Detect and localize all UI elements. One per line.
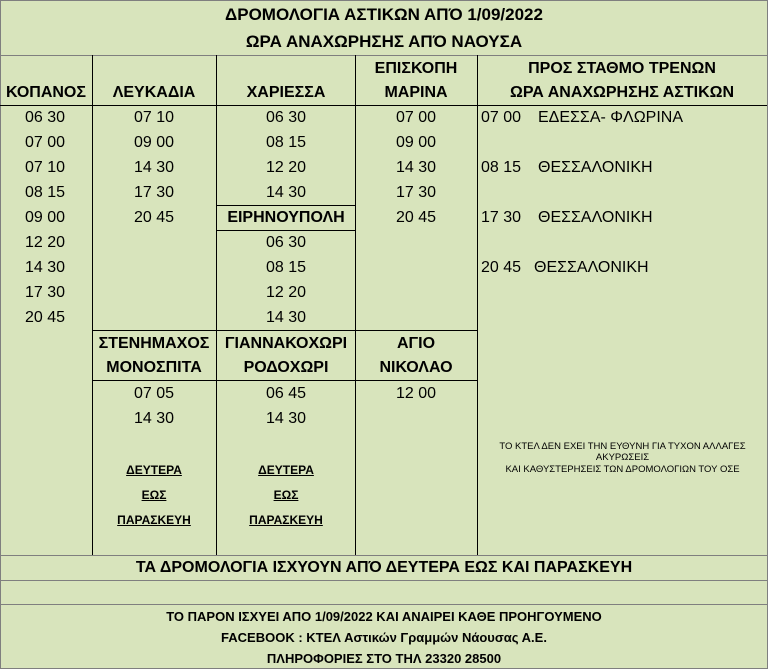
days-note: ΔΕΥΤΕΡΑ (258, 463, 314, 477)
time-cell: 09 00 (25, 209, 66, 226)
time-cell: 12 20 (265, 159, 307, 176)
header-kopanos: ΚΟΠΑΝΟΣ (6, 84, 86, 101)
train-time: 17 30 (481, 209, 522, 226)
time-cell: 20 45 (395, 209, 437, 226)
days-note: ΕΩΣ (141, 488, 167, 502)
time-cell: 17 30 (25, 284, 66, 301)
header-eirinoupoli: ΕΙΡΗΝΟΥΠΟΛΗ (227, 209, 345, 226)
time-cell: 14 30 (133, 159, 175, 176)
footer-facebook: FACEBOOK : ΚΤΕΛ Αστικών Γραμμών Νάουσας Α.Ε. (221, 630, 547, 645)
time-cell: 08 15 (265, 259, 307, 276)
time-cell: 14 30 (395, 159, 437, 176)
header-trains-line2: ΩΡΑ ΑΝΑΧΩΡΗΣΗΣ ΑΣΤΙΚΩΝ (509, 84, 735, 101)
header-episkopi-line2: ΜΑΡΙΝΑ (384, 84, 448, 101)
time-cell: 20 45 (133, 209, 175, 226)
time-cell: 08 15 (265, 134, 307, 151)
header-trains-line1: ΠΡΟΣ ΣΤΑΘΜΟ ΤΡΕΝΩΝ (528, 60, 716, 77)
train-destination: ΘΕΣΣΑΛΟΝΙΚΗ (538, 159, 653, 176)
time-cell: 14 30 (133, 410, 175, 427)
time-cell: 07 00 (395, 109, 437, 126)
days-note: ΔΕΥΤΕΡΑ (126, 463, 182, 477)
time-cell: 14 30 (265, 410, 307, 427)
time-cell: 17 30 (133, 184, 175, 201)
header-lefkadia: ΛΕΥΚΑΔΙΑ (112, 84, 196, 101)
header-agio-nikolao-line2: ΝΙΚΟΛΑΟ (379, 359, 453, 376)
disclaimer-line1: ΤΟ ΚΤΕΛ ΔΕΝ ΕΧΕΙ ΤΗΝ ΕΥΘΥΝΗ ΓΙΑ ΤΥΧΟΝ ΑΛΛΑΓΕΣ ΑΚΥΡΩΣΕΙΣ (499, 441, 746, 463)
time-cell: 20 45 (25, 309, 66, 326)
header-stenimachos-line2: ΜΟΝΟΣΠΙΤΑ (106, 359, 202, 376)
days-note: ΠΑΡΑΣΚΕΥΗ (117, 513, 191, 527)
time-cell: 14 30 (265, 184, 307, 201)
header-episkopi-line1: ΕΠΙΣΚΟΠΗ (374, 60, 458, 77)
train-destination: ΘΕΣΣΑΛΟΝΙΚΗ (538, 209, 653, 226)
time-cell: 06 30 (265, 234, 307, 251)
time-cell: 17 30 (395, 184, 437, 201)
header-agio-nikolao-line1: ΑΓΙΟ (396, 335, 436, 352)
time-cell: 09 00 (395, 134, 437, 151)
footer-line1: ΤΟ ΠΑΡΟΝ ΙΣΧΥΕΙ ΑΠΟ 1/09/2022 ΚΑΙ ΑΝΑΙΡΕΙ ΚΑΘΕ ΠΡΟΗΓΟΥΜΕΝΟ (166, 609, 602, 624)
schedule-subtitle: ΩΡΑ ΑΝΑΧΩΡΗΣΗΣ ΑΠΌ ΝΑΟΥΣΑ (245, 32, 523, 51)
header-stenimachos-line1: ΣΤΕΝΗΜΑΧΟΣ (98, 335, 210, 352)
time-cell: 06 30 (25, 109, 66, 126)
schedule-title: ΔΡΟΜΟΛΟΓΙΑ ΑΣΤΙΚΩΝ ΑΠΌ 1/09/2022 (225, 5, 543, 24)
header-giannakochori-line2: ΡΟΔΟΧΩΡΙ (243, 359, 329, 376)
time-cell: 08 15 (25, 184, 66, 201)
time-cell: 07 00 (25, 134, 66, 151)
train-destination: ΘΕΣΣΑΛΟΝΙΚΗ (534, 259, 649, 276)
time-cell: 07 10 (25, 159, 66, 176)
time-cell: 07 10 (133, 109, 175, 126)
time-cell: 06 30 (265, 109, 307, 126)
header-charieassa: ΧΑΡΙΕΣΣΑ (246, 84, 326, 101)
time-cell: 06 45 (265, 385, 307, 402)
time-cell: 12 00 (395, 385, 437, 402)
time-cell: 12 20 (265, 284, 307, 301)
time-cell: 12 20 (25, 234, 66, 251)
time-cell: 09 00 (133, 134, 175, 151)
footer-phone: ΠΛΗΡΟΦΟΡΙΕΣ ΣΤΟ ΤΗΛ 23320 28500 (266, 651, 502, 666)
train-destination: ΕΔΕΣΣΑ- ΦΛΩΡΙΝΑ (538, 109, 684, 126)
header-giannakochori-line1: ΓΙΑΝΝΑΚΟΧΩΡΙ (224, 335, 348, 352)
validity-note: ΤΑ ΔΡΟΜΟΛΟΓΙΑ ΙΣΧΥΟΥΝ ΑΠΌ ΔΕΥΤΕΡΑ ΕΩΣ ΚΑΙ ΠΑΡΑΣΚΕΥΗ (135, 559, 633, 576)
train-time: 08 15 (481, 159, 522, 176)
train-time: 20 45 (481, 259, 522, 276)
disclaimer-line2: ΚΑΙ ΚΑΘΥΣΤΕΡΗΣΕΙΣ ΤΩΝ ΔΡΟΜΟΛΟΓΙΩΝ ΤΟΥ ΟΣΕ (505, 464, 740, 475)
train-time: 07 00 (481, 109, 522, 126)
time-cell: 07 05 (133, 385, 175, 402)
time-cell: 14 30 (265, 309, 307, 326)
time-cell: 14 30 (25, 259, 66, 276)
days-note: ΕΩΣ (273, 488, 299, 502)
days-note: ΠΑΡΑΣΚΕΥΗ (249, 513, 323, 527)
